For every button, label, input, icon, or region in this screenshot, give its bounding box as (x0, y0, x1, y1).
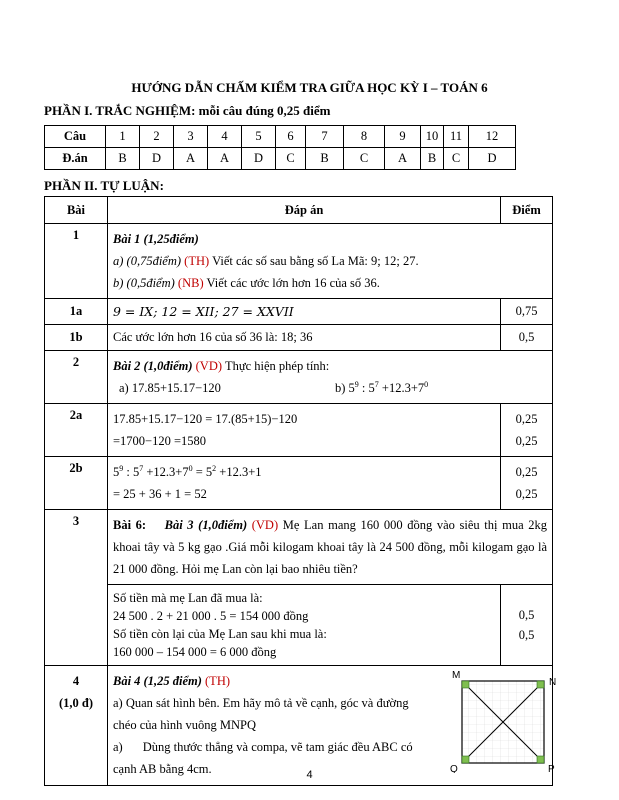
right-angle-p (537, 756, 544, 763)
answer-line: Số tiền còn lại của Mẹ Lan sau khi mua là: (113, 627, 327, 641)
row-label-answer: Đ.án (45, 148, 106, 170)
scores-3 (501, 585, 553, 666)
level-tag: (VD) (251, 518, 279, 532)
row-number: 2a (45, 404, 108, 457)
question-cell: 8 (344, 126, 385, 148)
answer-cell: B (421, 148, 444, 170)
answer-cell: C (344, 148, 385, 170)
question-cell: 2 (140, 126, 174, 148)
answer-text: 9 = IX; 12 = XII; 27 = XXVII (108, 299, 501, 325)
question-cell: 12 (469, 126, 516, 148)
level-tag: (VD) (195, 359, 223, 373)
question-1 (108, 224, 553, 299)
row-number: 1 (45, 224, 108, 299)
question-text: Dùng thước thẳng và compa, vẽ tam giác đều ABC có (142, 740, 413, 754)
answer-cell: B (306, 148, 344, 170)
header-dapan: Đáp án (108, 197, 501, 224)
scores-2b (501, 457, 553, 510)
score: 0,25 (515, 412, 538, 426)
question-title: Bài 2 (1,0điểm) (113, 359, 193, 373)
right-angle-n (537, 681, 544, 688)
page-title: HƯỚNG DẪN CHẤM KIỂM TRA GIỮA HỌC KỲ I – TOÁN 6 (131, 80, 488, 95)
score: 0,5 (518, 608, 535, 622)
row-3-answer (45, 585, 553, 666)
answer-cell: D (469, 148, 516, 170)
answer-cell: C (444, 148, 469, 170)
label-n: N (549, 677, 557, 688)
answer-line: =1700−120 =1580 (113, 434, 207, 448)
part-b-text: Viết các ước lớn hơn 16 của số 36. (206, 276, 380, 290)
answer-line: 24 500 . 2 + 21 000 . 5 = 154 000 đồng (113, 609, 309, 623)
question-cell: 6 (276, 126, 306, 148)
question-4 (108, 666, 557, 786)
question-2 (108, 351, 553, 404)
question-cell: 3 (174, 126, 208, 148)
question-3 (108, 510, 553, 585)
question-text: Thực hiện phép tính: (224, 359, 330, 373)
row-1a (45, 299, 553, 325)
question-label: Bài 6: (113, 518, 147, 532)
question-cell: 1 (106, 126, 140, 148)
row-2a (45, 404, 553, 457)
answer-cell: D (242, 148, 276, 170)
answer-line: 17.85+15.17−120 = 17.(85+15)−120 (113, 412, 298, 426)
page-number: 4 (306, 769, 313, 781)
question-cell: 10 (421, 126, 444, 148)
table-header-row (45, 197, 553, 224)
row-1b (45, 325, 553, 351)
answer-cell: D (140, 148, 174, 170)
row-2b (45, 457, 553, 510)
row-number: 2b (45, 457, 108, 510)
row-label-question: Câu (45, 126, 106, 148)
score: 0,25 (515, 434, 538, 448)
answer-row (45, 148, 516, 170)
question-title: Bài 4 (1,25 điểm) (113, 674, 202, 688)
row-bai-4 (45, 666, 553, 786)
answer-cell: B (106, 148, 140, 170)
answer-2a (108, 404, 501, 457)
question-text: a) Quan sát hình bên. Em hãy mô tả về cạnh, góc và đường (113, 696, 409, 710)
essay-grading-table (44, 196, 557, 786)
answer-line: Số tiền mà mẹ Lan đã mua là: (113, 591, 263, 605)
part-b-prefix: b) (0,5điểm) (113, 276, 175, 290)
expression-a: a) 17.85+15.17−120 (119, 381, 221, 395)
level-tag: (TH) (184, 254, 210, 268)
answer-2b (108, 457, 501, 510)
question-cell: 9 (385, 126, 421, 148)
row-number: 1b (45, 325, 108, 351)
scores-2a (501, 404, 553, 457)
row-number-cell (45, 666, 108, 786)
label-q: Q (450, 764, 458, 773)
row-number: 1a (45, 299, 108, 325)
score: 0,75 (501, 299, 553, 325)
answer-cell: C (276, 148, 306, 170)
question-title: Bài 3 (1,0điểm) (164, 518, 248, 532)
score: 0,25 (515, 465, 538, 479)
score: 0,5 (518, 628, 535, 642)
header-diem: Điểm (501, 197, 553, 224)
row-points: (1,0 đ) (58, 696, 94, 710)
answer-line: 160 000 – 154 000 = 6 000 đồng (113, 645, 277, 659)
label-p: P (548, 764, 555, 773)
label-m: M (452, 670, 461, 681)
answer-line: $5^9$ : $5^7 +12.3+7^0 = 5^2 +12.3+1$ (113, 464, 262, 479)
expression-b: b) $5^9$ : $5^7 +12.3+7^0$ (335, 380, 429, 395)
row-number: 2 (45, 351, 108, 404)
row-bai-3 (45, 510, 553, 585)
row-bai-2 (45, 351, 553, 404)
row-number: 4 (72, 674, 80, 688)
right-angle-q (462, 756, 469, 763)
answer-text: Các ước lớn hơn 16 của số 36 là: 18; 36 (108, 325, 501, 351)
question-title: Bài 1 (1,25điểm) (113, 232, 199, 246)
part-a-text: Viết các số sau bằng số La Mã: 9; 12; 27. (212, 254, 419, 268)
question-text: Mẹ Lan mang 160 000 đồng vào siêu thị mua 2kg khoai tây và 5 kg gạo .Giá mỗi kilogam khoai tây là 24 500 đồng, mỗi kilogam gạo là 21 000 đồng. Hỏi mẹ Lan còn lại bao nhiêu tiền? (113, 518, 547, 576)
part1-heading: PHẦN I. TRẮC NGHIỆM: mỗi câu đúng 0,25 điểm (44, 103, 331, 118)
question-cell: 5 (242, 126, 276, 148)
score: 0,25 (515, 487, 538, 501)
answer-line: = 25 + 36 + 1 = 52 (113, 487, 207, 501)
answer-3 (108, 585, 501, 666)
question-cell: 11 (444, 126, 469, 148)
row-bai-1 (45, 224, 553, 299)
level-tag: (NB) (177, 276, 204, 290)
question-cell: 7 (306, 126, 344, 148)
level-tag: (TH) (205, 674, 231, 688)
answer-cell: A (385, 148, 421, 170)
square-mnpq-figure (444, 668, 564, 773)
score: 0,5 (501, 325, 553, 351)
question-text: cạnh AB bằng 4cm. (113, 762, 212, 776)
right-angle-m (462, 681, 469, 688)
row-number: 3 (45, 510, 108, 666)
answer-key-table (44, 125, 516, 170)
part-a-prefix: a) (0,75điểm) (113, 254, 182, 268)
part2-heading: PHẦN II. TỰ LUẬN: (44, 178, 164, 193)
question-text: chéo của hình vuông MNPQ (113, 718, 257, 732)
answer-cell: A (174, 148, 208, 170)
answer-cell: A (208, 148, 242, 170)
item-label: a) (113, 740, 123, 754)
header-bai: Bài (45, 197, 108, 224)
question-cell: 4 (208, 126, 242, 148)
question-row (45, 126, 516, 148)
